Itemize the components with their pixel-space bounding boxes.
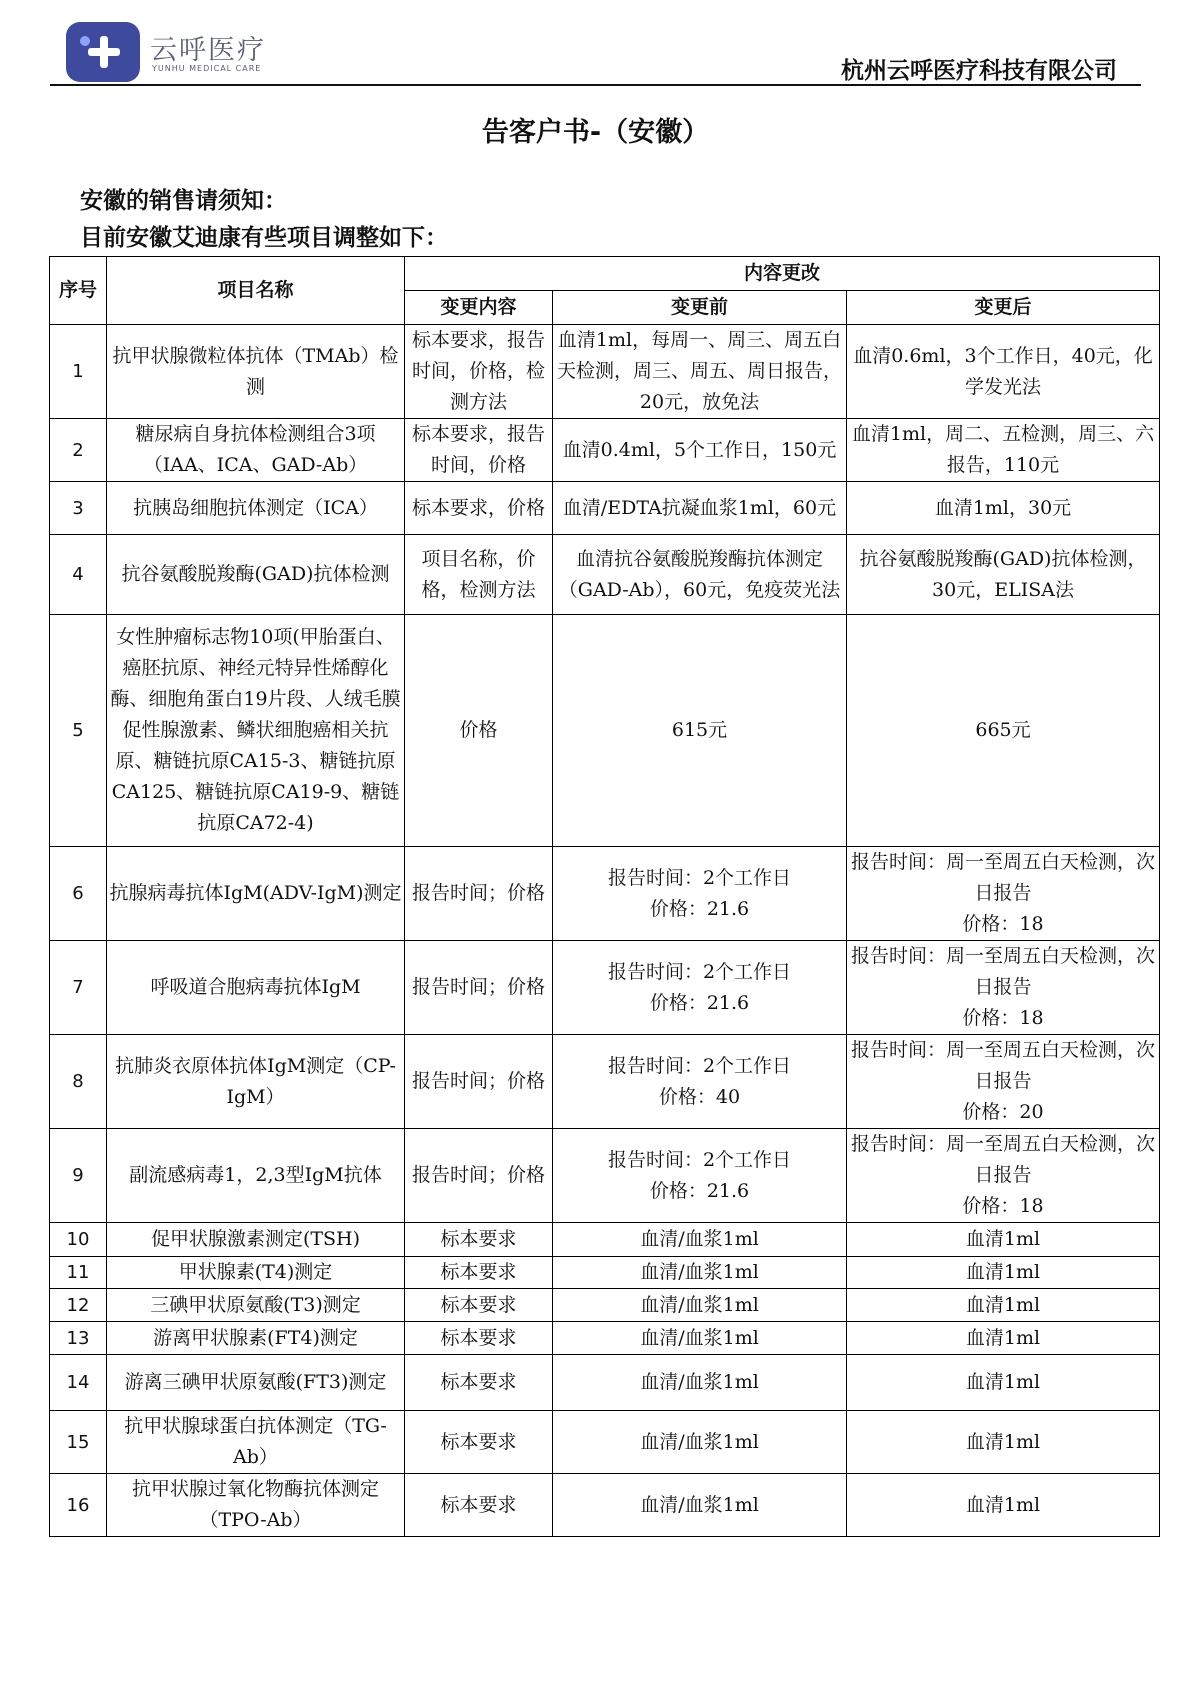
brand-name: 云呼医疗: [150, 35, 266, 66]
row-before: 615元: [553, 615, 847, 847]
brand-logo: [66, 22, 140, 82]
row-after: 报告时间：周一至周五白天检测，次日报告 价格：20: [847, 1035, 1160, 1129]
row-before: 报告时间：2个工作日 价格：21.6: [553, 941, 847, 1035]
row-after: 血清1ml，周二、五检测，周三、六报告，110元: [847, 419, 1160, 482]
row-item-name: 三碘甲状原氨酸(T3)测定: [107, 1289, 405, 1322]
row-seq: 16: [50, 1474, 107, 1537]
row-item-name: 女性肿瘤标志物10项(甲胎蛋白、癌胚抗原、神经元特异性烯醇化酶、细胞角蛋白19片段、人绒毛膜促性腺激素、鳞状细胞癌相关抗原、糖链抗原CA15-3、糖链抗原CA125、糖链抗原CA19-9、糖链抗原CA72-4): [107, 615, 405, 847]
row-before: 血清/血浆1ml: [553, 1322, 847, 1355]
row-before: 报告时间：2个工作日 价格：21.6: [553, 847, 847, 941]
row-change-content: 标本要求，报告时间，价格，检测方法: [405, 325, 553, 419]
row-change-content: 标本要求: [405, 1257, 553, 1289]
row-item-name: 抗甲状腺球蛋白抗体测定（TG-Ab）: [107, 1411, 405, 1474]
row-change-content: 报告时间；价格: [405, 941, 553, 1035]
row-seq: 7: [50, 941, 107, 1035]
table-row: [50, 1474, 1160, 1537]
table-row: [50, 1129, 1160, 1223]
row-change-content: 标本要求: [405, 1474, 553, 1537]
header-change: 变更内容: [405, 291, 553, 325]
intro-line-2: 目前安徽艾迪康有些项目调整如下：: [80, 225, 448, 251]
row-seq: 12: [50, 1289, 107, 1322]
header-divider: [50, 84, 1141, 86]
row-after: 665元: [847, 615, 1160, 847]
row-change-content: 项目名称，价格，检测方法: [405, 535, 553, 615]
row-seq: 4: [50, 535, 107, 615]
row-item-name: 抗甲状腺过氧化物酶抗体测定（TPO-Ab）: [107, 1474, 405, 1537]
row-item-name: 甲状腺素(T4)测定: [107, 1257, 405, 1289]
row-before: 血清抗谷氨酸脱羧酶抗体测定（GAD-Ab），60元，免疫荧光法: [553, 535, 847, 615]
row-change-content: 价格: [405, 615, 553, 847]
row-before: 血清/血浆1ml: [553, 1223, 847, 1257]
row-after: 血清1ml: [847, 1223, 1160, 1257]
row-seq: 5: [50, 615, 107, 847]
row-after: 血清1ml: [847, 1355, 1160, 1411]
row-seq: 2: [50, 419, 107, 482]
row-change-content: 报告时间；价格: [405, 847, 553, 941]
row-before: 血清/血浆1ml: [553, 1474, 847, 1537]
row-before: 血清/EDTA抗凝血浆1ml，60元: [553, 482, 847, 535]
row-seq: 14: [50, 1355, 107, 1411]
row-change-content: 标本要求: [405, 1355, 553, 1411]
intro-line-1: 安徽的销售请须知：: [80, 188, 287, 214]
table-row: [50, 615, 1160, 847]
row-seq: 8: [50, 1035, 107, 1129]
row-before: 血清/血浆1ml: [553, 1289, 847, 1322]
row-after: 血清1ml: [847, 1411, 1160, 1474]
row-after: 报告时间：周一至周五白天检测，次日报告 价格：18: [847, 847, 1160, 941]
row-change-content: 报告时间；价格: [405, 1035, 553, 1129]
row-before: 血清/血浆1ml: [553, 1257, 847, 1289]
row-item-name: 抗肺炎衣原体抗体IgM测定（CP-IgM）: [107, 1035, 405, 1129]
row-seq: 10: [50, 1223, 107, 1257]
brand-name-en: YUNHU MEDICAL CARE: [152, 64, 262, 73]
row-seq: 3: [50, 482, 107, 535]
row-item-name: 抗胰岛细胞抗体测定（ICA）: [107, 482, 405, 535]
row-item-name: 游离三碘甲状原氨酸(FT3)测定: [107, 1355, 405, 1411]
row-seq: 13: [50, 1322, 107, 1355]
row-change-content: 标本要求: [405, 1411, 553, 1474]
table-row: [50, 1355, 1160, 1411]
row-item-name: 糖尿病自身抗体检测组合3项（IAA、ICA、GAD-Ab）: [107, 419, 405, 482]
row-seq: 1: [50, 325, 107, 419]
row-item-name: 游离甲状腺素(FT4)测定: [107, 1322, 405, 1355]
header-seq: 序号: [50, 257, 107, 325]
row-after: 血清0.6ml，3个工作日，40元，化学发光法: [847, 325, 1160, 419]
table-row: [50, 1257, 1160, 1289]
row-before: 血清1ml，每周一、周三、周五白天检测，周三、周五、周日报告，20元，放免法: [553, 325, 847, 419]
row-change-content: 标本要求，价格: [405, 482, 553, 535]
row-after: 报告时间：周一至周五白天检测，次日报告 价格：18: [847, 1129, 1160, 1223]
header-after: 变更后: [847, 291, 1160, 325]
row-item-name: 抗腺病毒抗体IgM(ADV-IgM)测定: [107, 847, 405, 941]
table-row: [50, 1411, 1160, 1474]
row-change-content: 标本要求，报告时间，价格: [405, 419, 553, 482]
table-row: [50, 1322, 1160, 1355]
table-row: [50, 1223, 1160, 1257]
row-item-name: 抗谷氨酸脱羧酶(GAD)抗体检测: [107, 535, 405, 615]
row-item-name: 促甲状腺激素测定(TSH): [107, 1223, 405, 1257]
row-change-content: 报告时间；价格: [405, 1129, 553, 1223]
table-row: [50, 482, 1160, 535]
table-row: [50, 325, 1160, 419]
table-body: [50, 325, 1160, 1537]
row-change-content: 标本要求: [405, 1223, 553, 1257]
row-item-name: 呼吸道合胞病毒抗体IgM: [107, 941, 405, 1035]
row-after: 血清1ml: [847, 1289, 1160, 1322]
document-title: 告客户书-（安徽）: [481, 117, 710, 148]
header-group: 内容更改: [405, 257, 1160, 291]
logo-dot-icon: [80, 36, 90, 46]
row-before: 报告时间：2个工作日 价格：21.6: [553, 1129, 847, 1223]
row-after: 血清1ml: [847, 1322, 1160, 1355]
table-row: [50, 847, 1160, 941]
row-seq: 15: [50, 1411, 107, 1474]
change-table: [49, 256, 1160, 1537]
table-row: [50, 941, 1160, 1035]
row-item-name: 抗甲状腺微粒体抗体（TMAb）检测: [107, 325, 405, 419]
table-row: [50, 1289, 1160, 1322]
header-before: 变更前: [553, 291, 847, 325]
row-after: 抗谷氨酸脱羧酶(GAD)抗体检测，30元，ELISA法: [847, 535, 1160, 615]
row-before: 报告时间：2个工作日 价格：40: [553, 1035, 847, 1129]
row-item-name: 副流感病毒1，2,3型IgM抗体: [107, 1129, 405, 1223]
row-seq: 6: [50, 847, 107, 941]
company-name: 杭州云呼医疗科技有限公司: [841, 58, 1117, 84]
table-row: [50, 419, 1160, 482]
row-before: 血清/血浆1ml: [553, 1355, 847, 1411]
table-row: [50, 1035, 1160, 1129]
row-seq: 9: [50, 1129, 107, 1223]
row-after: 血清1ml: [847, 1257, 1160, 1289]
row-after: 血清1ml，30元: [847, 482, 1160, 535]
header-name: 项目名称: [107, 257, 405, 325]
row-before: 血清/血浆1ml: [553, 1411, 847, 1474]
row-after: 血清1ml: [847, 1474, 1160, 1537]
table-row: [50, 535, 1160, 615]
row-change-content: 标本要求: [405, 1322, 553, 1355]
row-seq: 11: [50, 1257, 107, 1289]
row-after: 报告时间：周一至周五白天检测，次日报告 价格：18: [847, 941, 1160, 1035]
row-before: 血清0.4ml，5个工作日，150元: [553, 419, 847, 482]
row-change-content: 标本要求: [405, 1289, 553, 1322]
